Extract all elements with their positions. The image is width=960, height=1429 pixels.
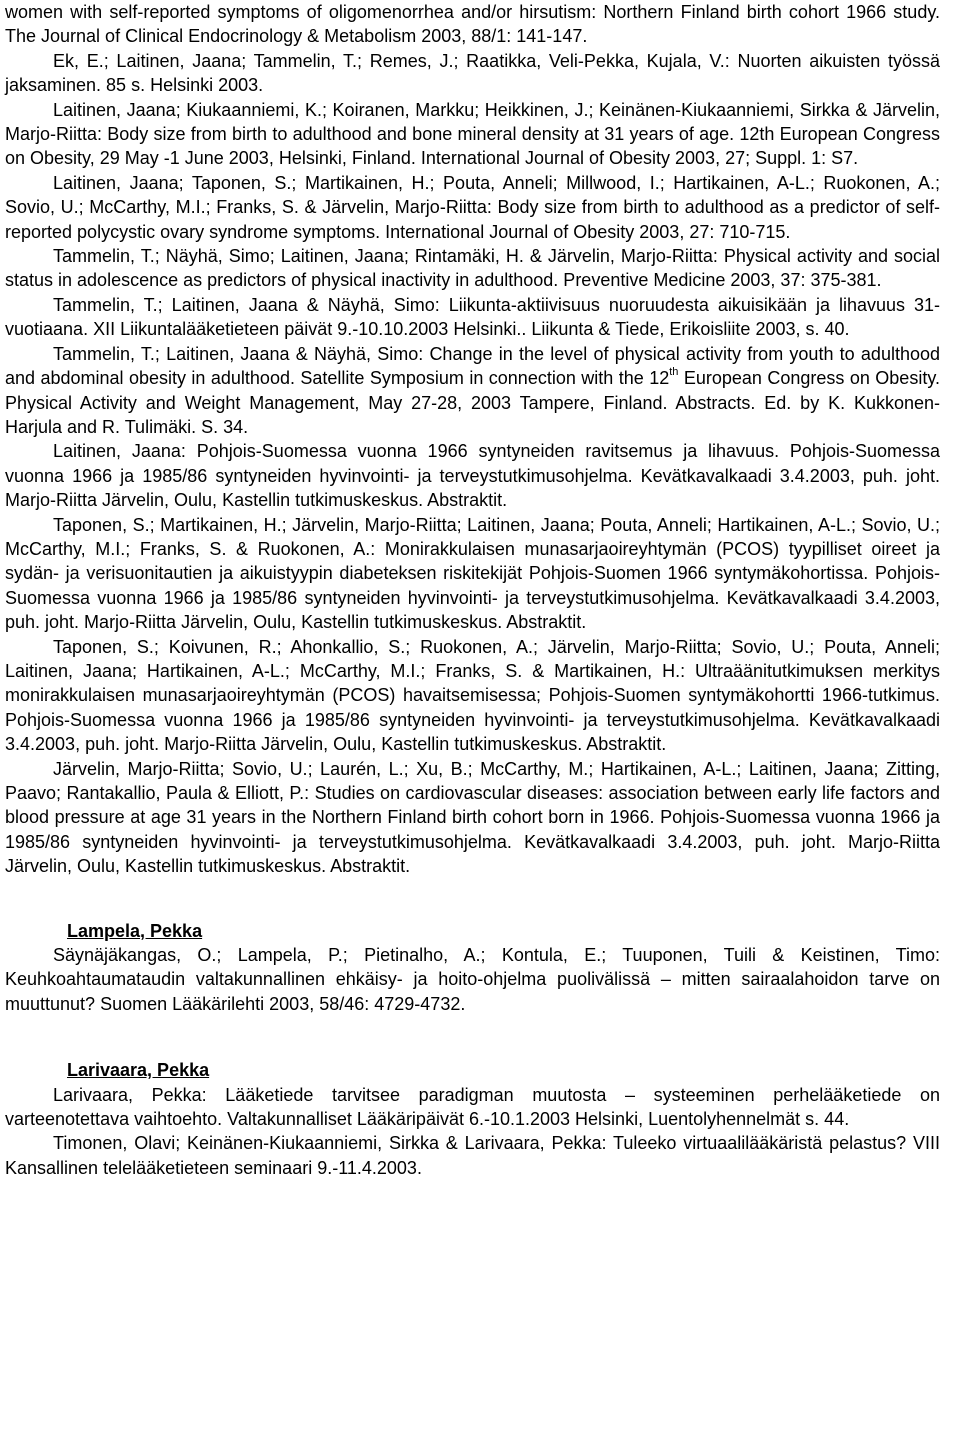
reference-entry: Taponen, S.; Koivunen, R.; Ahonkallio, S.; Ruokonen, A.; Järvelin, Marjo-Riitta; Sovio, U.; Pouta, Anneli; Laitinen, Jaana; Hartikainen, A-L.; McCarthy, M.I.; Franks, S. & Martikainen, H.: Ultraäänitutkimuksen merkitys monirakkulaisen munasarjaoireyhtymän (PCOS) havaitsemisessa; Pohjois-Suomen syntymäkohortti 1966-tutkimus. Pohjois-Suomessa vuonna 1966 ja 1985/86 syntyneiden hyvinvointi- ja terveystutkimusohjelma. Kevätkavalkaadi 3.4.2003, puh. joht. Marjo-Riitta Järvelin, Oulu, Kastellin tutkimuskeskus. Abstraktit. bbox=[5, 636, 940, 755]
section-spacer bbox=[5, 879, 940, 919]
reference-entry: Tammelin, T.; Laitinen, Jaana & Näyhä, Simo: Liikunta-aktiivisuus nuoruudesta aikuisikään ja lihavuus 31-vuotiaana. XII Liikuntalääketieteen päivät 9.-10.10.2003 Helsinki.. Liikunta & Tiede, Erikoisliite 2003, s. 40. bbox=[5, 294, 940, 340]
reference-entry: Larivaara, Pekka: Lääketiede tarvitsee paradigman muutosta – systeeminen perhelääketiede on varteenotettava vaihtoehto. Valtakunnalliset Lääkäripäivät 6.-10.1.2003 Helsinki, Luentolyhennelmät s. 44. bbox=[5, 1084, 940, 1130]
reference-text: Tammelin, T.; Laitinen, Jaana & Näyhä, Simo: Change in the level of physical activity from youth to adulthood and abdominal obesity in adulthood. Satellite Symposium in connection with the 12 bbox=[5, 343, 940, 389]
reference-entry: Laitinen, Jaana; Taponen, S.; Martikainen, H.; Pouta, Anneli; Millwood, I.; Hartikainen, A-L.; Ruokonen, A.; Sovio, U.; McCarthy, M.I.; Franks, S. & Järvelin, Marjo-Riitta: Body size from birth to adulthood as a predictor of self-reported polycystic ovary syndrome symptoms. International Journal of Obesity 2003, 27: 710-715. bbox=[5, 172, 940, 242]
reference-entry: Laitinen, Jaana: Pohjois-Suomessa vuonna 1966 syntyneiden ravitsemus ja lihavuus. Pohjois-Suomessa vuonna 1966 ja 1985/86 syntyneiden hyvinvointi- ja terveystutkimusohjelma. Kevätkavalkaadi 3.4.2003, puh. joht. Marjo-Riitta Järvelin, Oulu, Kastellin tutkimuskeskus. Abstraktit. bbox=[5, 441, 940, 511]
author-heading: Larivaara, Pekka bbox=[67, 1060, 210, 1081]
reference-entry: Taponen, S.; Martikainen, H.; Järvelin, Marjo-Riitta; Laitinen, Jaana; Pouta, Anneli; Hartikainen, A-L.; Sovio, U.; McCarthy, M.I.; Franks, S. & Ruokonen, A.: Monirakkulaisen munasarjaoireyhtymän (PCOS) tyypilliset oireet ja sydän- ja verisuonitautien ja aikuistyypin diabeteksen riskitekijät Pohjois-Suomen 1966 syntymäkohortissa. Pohjois-Suomessa vuonna 1966 ja 1985/86 syntyneiden hyvinvointi- ja terveystutkimusohjelma. Kevätkavalkaadi 3.4.2003, puh. joht. Marjo-Riitta Järvelin, Oulu, Kastellin tutkimuskeskus. Abstraktit. bbox=[5, 514, 940, 633]
reference-text: European Congress on Obesity. Physical Activity and Weight Management, May 27-28, 2003 Tampere, Finland. Abstracts. Ed. by K. Kukkonen-Harjula and R. Tulimäki. S. 34. bbox=[5, 368, 940, 437]
reference-entry: women with self-reported symptoms of oligomenorrhea and/or hirsutism: Northern Finland birth cohort 1966 study. The Journal of Clinical Endocrinology & Metabolism 2003, 88/1: 141-147. bbox=[5, 2, 940, 47]
reference-entry: Tammelin, T.; Näyhä, Simo; Laitinen, Jaana; Rintamäki, H. & Järvelin, Marjo-Riitta: Physical activity and social status in adolescence as predictors of physical inactivity in adulthood. Preventive Medicine 2003, 37: 375-381. bbox=[5, 246, 940, 291]
reference-entry: Ek, E.; Laitinen, Jaana; Tammelin, T.; Remes, J.; Raatikka, Veli-Pekka, Kujala, V.: Nuorten aikuisten työssä jaksaminen. 85 s. Helsinki 2003. bbox=[5, 50, 940, 96]
author-heading: Lampela, Pekka bbox=[67, 920, 203, 941]
reference-entry: Järvelin, Marjo-Riitta; Sovio, U.; Laurén, L.; Xu, B.; McCarthy, M.; Hartikainen, A-L.; Laitinen, Jaana; Zitting, Paavo; Rantakallio, Paula & Elliott, P.: Studies on cardiovascular diseases: association between early life factors and blood pressure at age 31 years in the Northern Finland birth cohort born in 1966. Pohjois-Suomessa vuonna 1966 ja 1985/86 syntyneiden hyvinvointi- ja terveystutkimusohjelma. Kevätkavalkaadi 3.4.2003, puh. joht. Marjo-Riitta Järvelin, Oulu, Kastellin tutkimuskeskus. Abstraktit. bbox=[5, 758, 940, 877]
reference-entry: Laitinen, Jaana; Kiukaanniemi, K.; Koiranen, Markku; Heikkinen, J.; Keinänen-Kiukaanniemi, Sirkka & Järvelin, Marjo-Riitta: Body size from birth to adulthood and bone mineral density at 31 years of age. 12th European Congress on Obesity, 29 May -1 June 2003, Helsinki, Finland. International Journal of Obesity 2003, 27; Suppl. 1: S7. bbox=[5, 99, 940, 169]
reference-entry: Timonen, Olavi; Keinänen-Kiukaanniemi, Sirkka & Larivaara, Pekka: Tuleeko virtuaalilääkäristä pelastus? VIII Kansallinen telelääketieteen seminaari 9.-11.4.2003. bbox=[5, 1133, 940, 1178]
section-spacer bbox=[5, 1016, 940, 1058]
reference-entry bbox=[5, 342, 940, 440]
reference-entry: Säynäjäkangas, O.; Lampela, P.; Pietinalho, A.; Kontula, E.; Tuuponen, Tuili & Keistinen, Timo: Keuhkoahtaumataudin valtakunnallinen ehkäisy- ja hoito-ohjelma puolivälissä – mitten sairaalahoidon tarve on muuttunut? Suomen Lääkärilehti 2003, 58/46: 4729-4732. bbox=[5, 945, 940, 1014]
superscript-ordinal: th bbox=[669, 366, 679, 379]
